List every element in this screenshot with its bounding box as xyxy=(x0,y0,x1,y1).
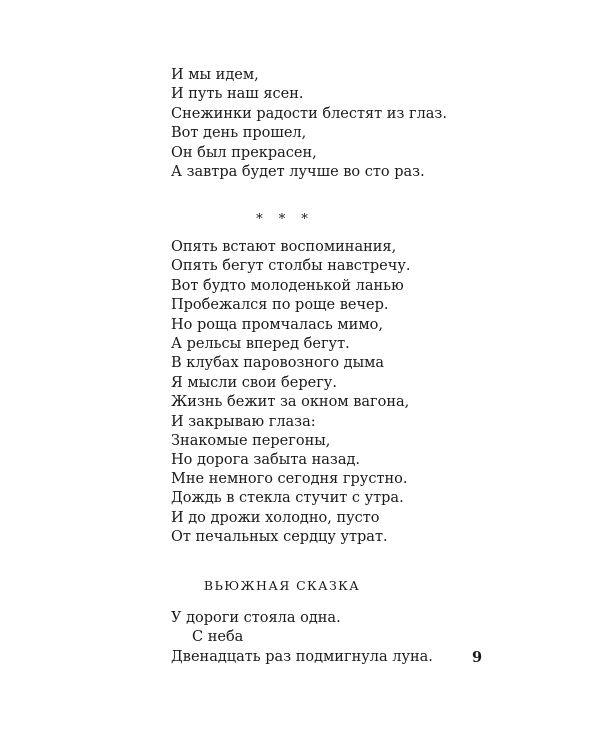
poem-line: И путь наш ясен. xyxy=(171,86,304,103)
poem-line: Двенадцать раз подмигнула луна. xyxy=(171,648,433,665)
stanza-3 xyxy=(171,470,408,548)
poem-line: С неба xyxy=(192,629,244,646)
poem-line: Опять бегут столбы навстречу. xyxy=(171,258,411,275)
poem-line: От печальных сердцу утрат. xyxy=(171,529,388,546)
poem-line: И закрываю глаза: xyxy=(171,413,316,430)
section-separator: * * * xyxy=(256,212,314,227)
poem-line: Он был прекрасен, xyxy=(171,144,317,161)
poem-line: Дождь в стекла стучит с утра. xyxy=(171,490,404,507)
poem-title: ВЬЮЖНАЯ СКАЗКА xyxy=(203,578,361,593)
poem-line: Я мысли свои берегу. xyxy=(171,374,337,391)
poem-line: Но дорога забыта назад. xyxy=(171,452,361,469)
poem-line: А завтра будет лучше во сто раз. xyxy=(171,164,425,181)
page-number: 9 xyxy=(472,649,483,666)
poem-line: И до дрожи холодно, пусто xyxy=(171,509,380,526)
poem-line: Снежинки радости блестят из глаз. xyxy=(171,105,447,122)
poem-line: Знакомые перегоны, xyxy=(171,433,331,450)
poem-line: Вот будто молоденькой ланью xyxy=(171,277,404,294)
poem-line: У дороги стояла одна. xyxy=(171,610,341,626)
poem-line: Но роща промчалась мимо, xyxy=(171,316,383,333)
poem-line: Опять встают воспоминания, xyxy=(171,239,397,255)
poem-line: В клубах паровозного дыма xyxy=(171,355,385,372)
stanza-4 xyxy=(171,609,433,667)
poem-line: А рельсы вперед бегут. xyxy=(171,336,350,353)
poem-line: Жизнь бежит за окном вагона, xyxy=(171,394,410,411)
stanza-1 xyxy=(171,66,447,182)
stanza-2 xyxy=(171,238,410,471)
poem-line: Вот день прошел, xyxy=(171,125,307,142)
poem-line: И мы идем, xyxy=(171,67,259,83)
poem-line: Пробежался по роще вечер. xyxy=(171,297,389,314)
poem-line: Мне немного сегодня грустно. xyxy=(171,471,408,487)
